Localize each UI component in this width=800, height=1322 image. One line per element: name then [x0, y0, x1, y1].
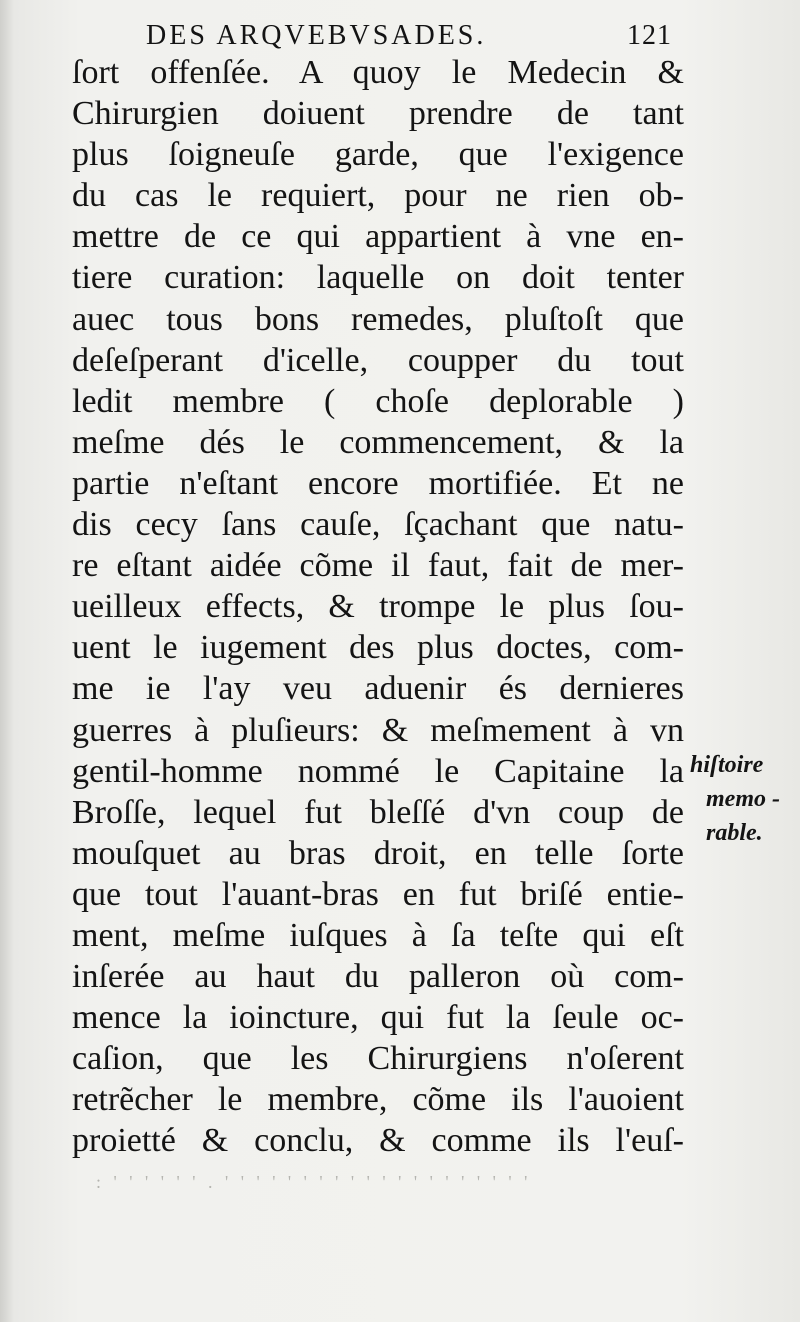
text-line: retrẽcher le membre, cõme ils l'auoient	[72, 1081, 684, 1119]
text-line: mence la ioincture, qui fut la ſeule oc-	[72, 999, 684, 1037]
text-line: auec tous bons remedes, pluſtoſt que	[72, 300, 684, 338]
text-line: Chirurgien doiuent prendre de tant	[72, 95, 684, 133]
text-line: que tout l'auant-bras en fut briſé entie-	[72, 875, 684, 913]
bleed-through-marks: : ' ' ' ' ' ' . ' ' ' ' ' ' ' ' ' ' ' ' ' ' ' ' ' ' ' '	[96, 1172, 532, 1192]
text-line: partie n'eſtant encore mortifiée. Et ne	[72, 464, 684, 502]
page-number: 121	[627, 20, 672, 51]
margin-note-line: rable.	[706, 820, 763, 846]
text-line: guerres à pluſieurs: & meſmement à vn	[72, 711, 684, 749]
text-line: ſort offenſée. A quoy le Medecin &	[72, 54, 684, 91]
running-head	[146, 16, 672, 56]
text-line: mettre de ce qui appartient à vne en-	[72, 218, 684, 256]
text-line: plus ſoigneuſe garde, que l'exigence	[72, 136, 684, 174]
page-edge-shadow	[0, 0, 14, 1322]
text-line: Broſſe, lequel fut bleſſé d'vn coup de	[72, 793, 684, 831]
text-line: inſerée au haut du palleron où com-	[72, 958, 684, 996]
text-line: proietté & conclu, & comme ils l'euſ-	[72, 1122, 684, 1160]
text-line: caſion, que les Chirurgiens n'oſerent	[72, 1040, 684, 1078]
text-line: ledit membre ( choſe deplorable )	[72, 382, 684, 420]
text-line: me ie l'ay veu aduenir és dernieres	[72, 670, 684, 708]
margin-note-line: hiſtoire	[690, 752, 764, 778]
text-line: uent le iugement des plus doctes, com-	[72, 629, 684, 667]
text-line: ment, meſme iuſques à ſa teſte qui eſt	[72, 916, 684, 954]
text-line: gentil-homme nommé le Capitaine la	[72, 752, 684, 790]
text-line: dis cecy ſans cauſe, ſçachant que natu-	[72, 506, 684, 544]
body-text	[72, 52, 684, 1162]
text-line: mouſquet au bras droit, en telle ſorte	[72, 834, 684, 872]
margin-note	[690, 748, 796, 850]
running-title: DES ARQVEBVSADES.	[146, 20, 487, 51]
text-line: du cas le requiert, pour ne rien ob-	[72, 177, 684, 215]
text-line: deſeſperant d'icelle, coupper du tout	[72, 341, 684, 379]
text-line: ueilleux effects, & trompe le plus ſou-	[72, 588, 684, 626]
margin-note-line: memo -	[706, 786, 780, 812]
text-line: tiere curation: laquelle on doit tenter	[72, 259, 684, 297]
text-line: meſme dés le commencement, & la	[72, 423, 684, 461]
text-line: re eſtant aidée cõme il faut, fait de mer-	[72, 547, 684, 585]
